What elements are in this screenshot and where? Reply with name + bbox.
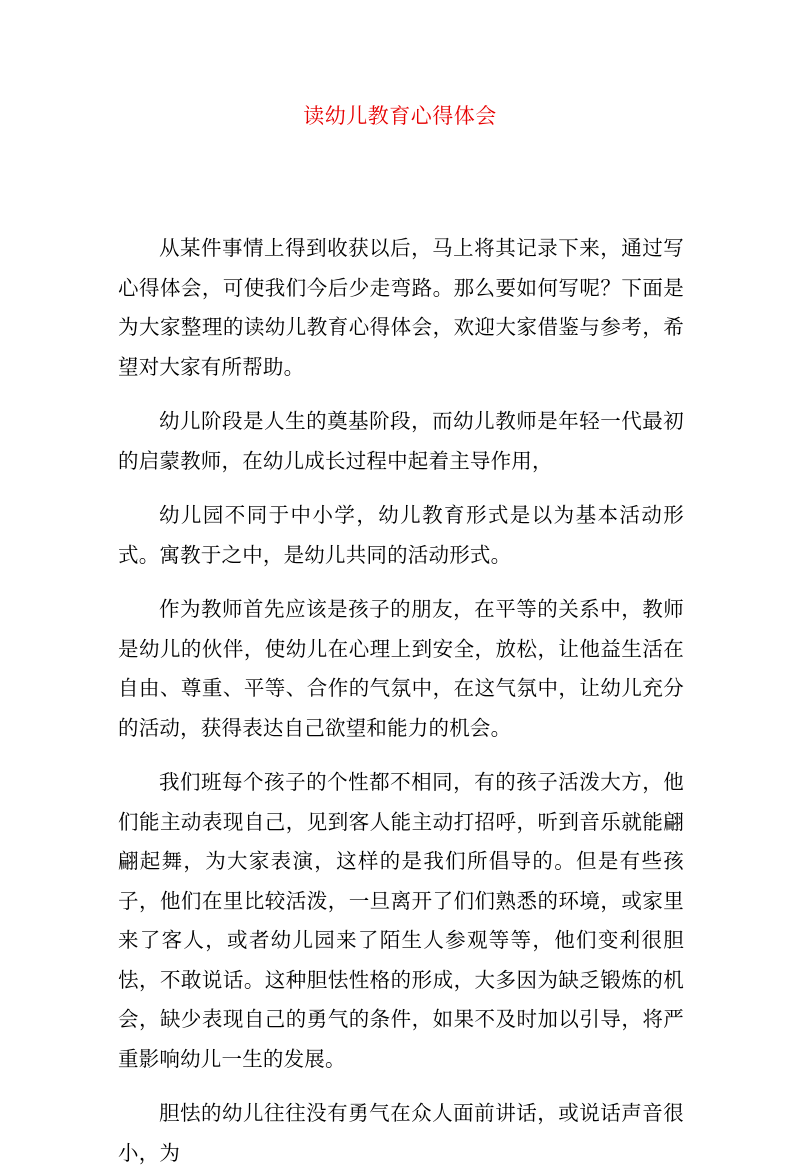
paragraph-1: 从某件事情上得到收获以后，马上将其记录下来，通过写心得体会，可使我们今后少走弯路。那么要如何写呢？下面是为大家整理的读幼儿教育心得体会，欢迎大家借鉴与参考，希望对大家有所帮助。 [118,236,684,379]
document-title: 读幼儿教育心得体会 [303,104,497,128]
paragraph-3: 幼儿园不同于中小学，幼儿教育形式是以为基本活动形式。寓教于之中，是幼儿共同的活动形式。 [118,503,684,567]
document-body [118,229,684,1165]
paragraph-5: 我们班每个孩子的个性都不相同，有的孩子活泼大方，他们能主动表现自己，见到客人能主动打招呼，听到音乐就能翩翩起舞，为大家表演，这样的是我们所倡导的。但是有些孩子，他们在里比较活泼，一旦离开了们们熟悉的环境，或家里来了客人，或者幼儿园来了陌生人参观等等，他们变利很胆怯，不敢说话。这种胆怯性格的形成，大多因为缺乏锻炼的机会，缺少表现自己的勇气的条件，如果不及时加以引导，将严重影响幼儿一生的发展。 [118,770,684,1071]
paragraph-6: 胆怯的幼儿往往没有勇气在众人面前讲话，或说话声音很小，为 [118,1101,684,1165]
paragraph-4: 作为教师首先应该是孩子的朋友，在平等的关系中，教师是幼儿的伙伴，使幼儿在心理上到安全，放松，让他益生活在自由、尊重、平等、合作的气氛中，在这气氛中，让幼儿充分的活动，获得表达自己欲望和能力的机会。 [118,597,684,740]
paragraph-2: 幼儿阶段是人生的奠基阶段，而幼儿教师是年轻一代最初的启蒙教师，在幼儿成长过程中起着主导作用， [118,409,684,473]
